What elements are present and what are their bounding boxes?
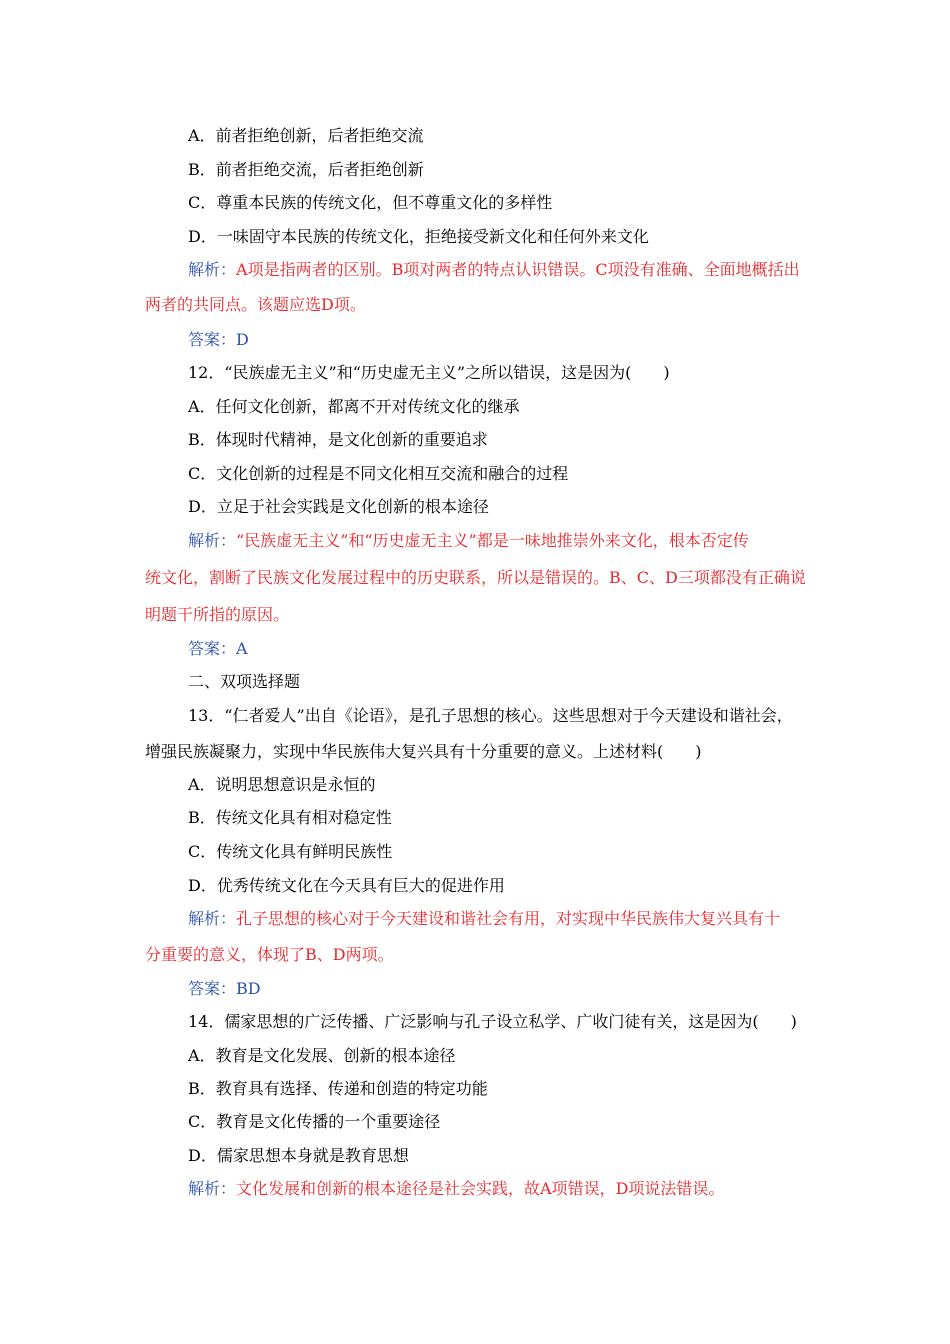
q13-option-b: B．传统文化具有相对稳定性 (188, 808, 392, 827)
q12-option-b: B．体现时代精神，是文化创新的重要追求 (188, 430, 488, 449)
q14-analysis-text-1: 文化发展和创新的根本途径是社会实践，故A项错误，D项说法错误。 (236, 1179, 725, 1198)
q13-option-a: A．说明思想意识是永恒的 (188, 775, 376, 794)
q11-analysis-text-1: A项是指两者的区别。B项对两者的特点认识错误。C项没有准确、全面地概括出 (236, 260, 800, 279)
q14-option-b: B．教育具有选择、传递和创造的特定功能 (188, 1079, 488, 1098)
q14-stem: 14．儒家思想的广泛传播、广泛影响与孔子设立私学、广收门徒有关，这是因为( ) (188, 1012, 797, 1031)
q12-answer: 答案：A (188, 639, 248, 658)
q11-analysis-text-2: 两者的共同点。该题应选D项。 (145, 295, 366, 314)
q11-answer: 答案：D (188, 330, 249, 349)
q12-analysis-text-1: “民族虚无主义”和“历史虚无主义”都是一味地推崇外来文化，根本否定传 (236, 531, 749, 550)
q11-option-a: A．前者拒绝创新，后者拒绝交流 (188, 126, 424, 145)
q12-analysis (188, 531, 749, 551)
q13-analysis (188, 909, 780, 929)
section-heading: 二、双项选择题 (188, 672, 301, 691)
q12-analysis-text-3: 明题干所指的原因。 (145, 605, 290, 624)
analysis-label: 解析： (188, 909, 237, 928)
q12-option-a: A．任何文化创新，都离不开对传统文化的继承 (188, 397, 520, 416)
q11-option-b: B．前者拒绝交流，后者拒绝创新 (188, 160, 424, 179)
analysis-label: 解析： (188, 260, 237, 279)
q13-answer: 答案：BD (188, 979, 261, 998)
q11-analysis (188, 260, 800, 280)
q12-stem: 12．“民族虚无主义”和“历史虚无主义”之所以错误，这是因为( ) (188, 363, 670, 382)
q12-analysis-text-2: 统文化，割断了民族文化发展过程中的历史联系，所以是错误的。B、C、D三项都没有正确说 (145, 568, 806, 587)
q14-analysis (188, 1179, 724, 1199)
q13-stem-1: 13．“仁者爱人”出自《论语》，是孔子思想的核心。这些思想对于今天建设和谐社会， (188, 706, 793, 725)
q14-option-d: D．儒家思想本身就是教育思想 (188, 1146, 409, 1165)
q12-option-c: C．文化创新的过程是不同文化相互交流和融合的过程 (188, 464, 569, 483)
q11-option-d: D．一味固守本民族的传统文化，拒绝接受新文化和任何外来文化 (188, 227, 649, 246)
q14-option-a: A．教育是文化发展、创新的根本途径 (188, 1046, 456, 1065)
q13-analysis-text-2: 分重要的意义，体现了B、D两项。 (145, 945, 394, 964)
q13-option-d: D．优秀传统文化在今天具有巨大的促进作用 (188, 876, 505, 895)
analysis-label: 解析： (188, 531, 237, 550)
q14-option-c: C．教育是文化传播的一个重要途径 (188, 1112, 441, 1131)
q12-option-d: D．立足于社会实践是文化创新的根本途径 (188, 497, 489, 516)
analysis-label: 解析： (188, 1179, 237, 1198)
q11-option-c: C．尊重本民族的传统文化，但不尊重文化的多样性 (188, 193, 553, 212)
q13-analysis-text-1: 孔子思想的核心对于今天建设和谐社会有用，对实现中华民族伟大复兴具有十 (236, 909, 781, 928)
q13-stem-2: 增强民族凝聚力，实现中华民族伟大复兴具有十分重要的意义。上述材料( ) (145, 742, 702, 761)
q13-option-c: C．传统文化具有鲜明民族性 (188, 842, 393, 861)
